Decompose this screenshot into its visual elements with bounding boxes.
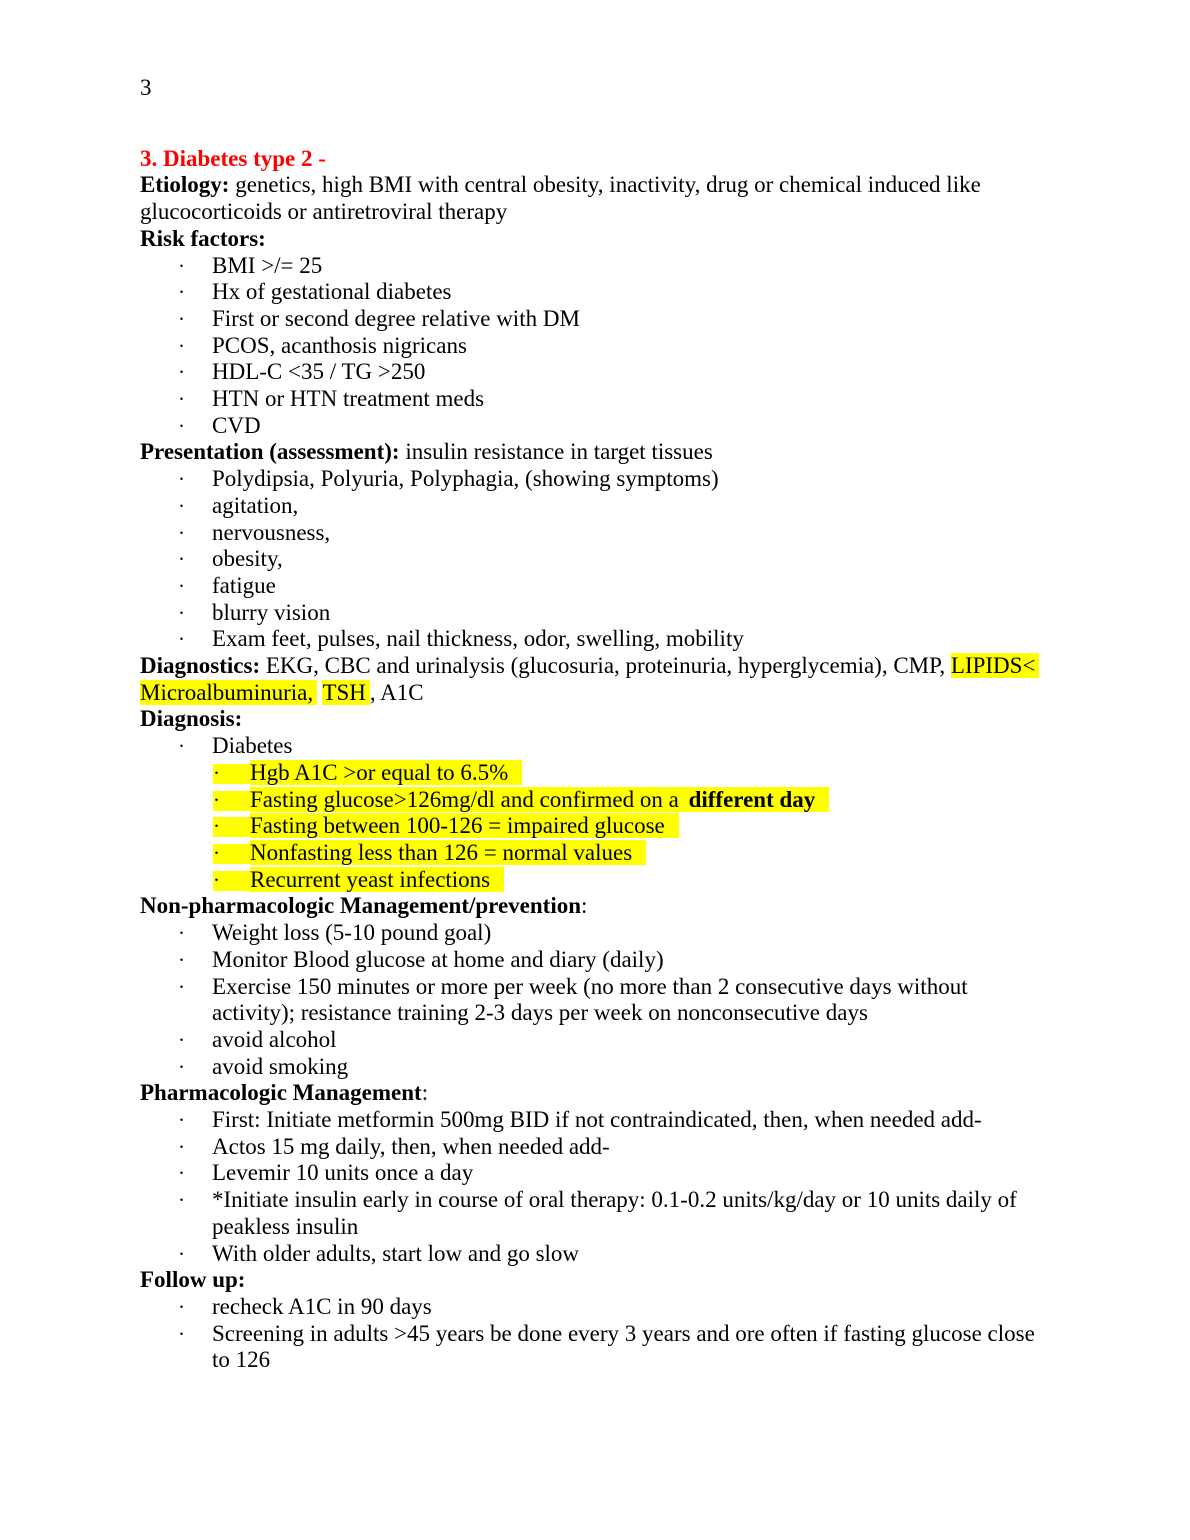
text-run: Non-pharmacologic Management/prevention — [140, 893, 582, 919]
bullet-marker-icon: · — [178, 280, 185, 305]
list-item — [140, 279, 1050, 306]
bullet-marker-icon: · — [178, 1027, 185, 1052]
bullet-marker-icon: · — [178, 921, 185, 946]
text-run: glucocorticoids or antiretroviral therapy — [140, 199, 508, 225]
text-run: Diagnosis: — [140, 706, 243, 732]
bullet-marker-icon: · — [178, 493, 185, 518]
bullet-marker-icon: · — [178, 573, 185, 598]
text-run: BMI >/= 25 — [212, 252, 323, 278]
text-run: Weight loss (5-10 pound goal) — [212, 920, 492, 946]
text-run: Fasting between 100-126 = impaired glucose — [250, 813, 679, 838]
text-run: , A1C — [369, 679, 424, 705]
bullet-marker-icon: · — [178, 627, 185, 652]
text-run: Etiology: — [140, 172, 230, 198]
text-run: recheck A1C in 90 days — [212, 1293, 432, 1319]
bullet-marker-icon: · — [178, 306, 185, 331]
text-run: Levemir 10 units once a day — [212, 1160, 474, 1186]
list-item — [140, 253, 1050, 280]
list-item — [140, 1241, 1050, 1268]
bullet-marker-icon: · — [178, 947, 185, 972]
bullet-marker-icon: · — [178, 1161, 185, 1186]
text-run: Hgb A1C >or equal to 6.5% — [250, 760, 522, 785]
paragraph-line — [140, 172, 1050, 199]
paragraph-line — [140, 439, 1050, 466]
text-run: Pharmacologic Management — [140, 1080, 422, 1106]
list-item-continuation — [140, 1347, 1050, 1374]
list-item — [140, 920, 1050, 947]
bullet-marker-icon: · — [178, 387, 185, 412]
text-run: 3. Diabetes type 2 - — [140, 145, 326, 171]
document-body — [140, 146, 1050, 1374]
list-item — [140, 386, 1050, 413]
text-run: genetics, high BMI with central obesity, inactivity, drug or chemical induced like — [229, 172, 981, 198]
text-run: With older adults, start low and go slow — [212, 1240, 580, 1266]
bullet-marker-icon: · — [178, 600, 185, 625]
top-spacer — [140, 102, 1050, 146]
text-run: to 126 — [212, 1347, 271, 1373]
bullet-marker-icon: · — [178, 1188, 185, 1213]
list-item — [140, 1027, 1050, 1054]
list-item — [140, 947, 1050, 974]
text-run: different day — [689, 787, 830, 812]
bullet-marker-icon: · — [213, 764, 250, 784]
text-run: avoid smoking — [212, 1053, 349, 1079]
list-item — [140, 733, 1050, 760]
list-item — [140, 1107, 1050, 1134]
text-run: Risk factors: — [140, 225, 266, 251]
text-run: EKG, CBC and urinalysis (glucosuria, proteinuria, hyperglycemia), CMP, — [260, 653, 951, 679]
bullet-marker-icon: · — [213, 844, 250, 864]
bullet-marker-icon: · — [178, 520, 185, 545]
bullet-marker-icon: · — [178, 1321, 185, 1346]
list-item-continuation — [140, 1214, 1050, 1241]
bullet-marker-icon: · — [178, 1241, 185, 1266]
paragraph-line — [140, 1267, 1050, 1294]
text-run: First or second degree relative with DM — [212, 305, 580, 331]
list-item — [140, 333, 1050, 360]
text-run: avoid alcohol — [212, 1026, 337, 1052]
text-run: HDL-C <35 / TG >250 — [212, 359, 426, 385]
text-run: Screening in adults >45 years be done every 3 years and ore often if fasting glucose close — [212, 1320, 1035, 1346]
text-run: Recurrent yeast infections — [250, 867, 504, 892]
bullet-marker-icon: · — [178, 360, 185, 385]
text-run: Actos 15 mg daily, then, when needed add- — [212, 1133, 610, 1159]
text-run: fatigue — [212, 572, 276, 598]
list-item — [140, 1321, 1050, 1348]
list-item-continuation — [140, 1000, 1050, 1027]
text-run: agitation, — [212, 492, 299, 518]
list-item — [140, 466, 1050, 493]
text-run: Presentation (assessment): — [140, 439, 400, 465]
bullet-marker-icon: · — [178, 413, 185, 438]
bullet-marker-icon: · — [178, 1108, 185, 1133]
text-run: Diagnostics: — [140, 653, 261, 679]
list-item — [140, 1187, 1050, 1214]
bullet-marker-icon: · — [178, 1134, 185, 1159]
bullet-marker-icon: · — [178, 547, 185, 572]
text-run: Diabetes — [212, 733, 293, 759]
text-run: TSH — [322, 680, 369, 705]
text-run: obesity, — [212, 546, 283, 572]
text-run: Nonfasting less than 126 = normal values — [250, 840, 646, 865]
text-run: Microalbuminuria, — [140, 680, 317, 705]
text-run: : — [421, 1080, 429, 1106]
text-run: peakless insulin — [212, 1213, 359, 1239]
text-run: insulin resistance in target tissues — [399, 439, 713, 465]
list-item — [140, 1160, 1050, 1187]
text-run: blurry vision — [212, 599, 331, 625]
text-run: Follow up: — [140, 1267, 246, 1293]
text-run: Polydipsia, Polyuria, Polyphagia, (showing symptoms) — [212, 466, 719, 492]
list-item — [140, 493, 1050, 520]
text-run: First: Initiate metformin 500mg BID if not contraindicated, then, when needed add- — [212, 1107, 982, 1133]
paragraph-line — [140, 1080, 1050, 1107]
bullet-marker-icon: · — [178, 253, 185, 278]
list-item — [140, 1054, 1050, 1081]
list-item — [140, 413, 1050, 440]
bullet-marker-icon: · — [178, 974, 185, 999]
text-run: Exercise 150 minutes or more per week (no more than 2 consecutive days without — [212, 973, 968, 999]
list-item — [140, 626, 1050, 653]
bullet-marker-icon: · — [178, 734, 185, 759]
page-number: 3 — [140, 75, 152, 100]
paragraph-line — [140, 199, 1050, 226]
list-item — [140, 813, 1050, 840]
list-item — [140, 600, 1050, 627]
list-item — [140, 520, 1050, 547]
list-item — [140, 840, 1050, 867]
section-heading — [140, 146, 1050, 173]
text-run: Monitor Blood glucose at home and diary (daily) — [212, 946, 664, 972]
bullet-marker-icon: · — [178, 1054, 185, 1079]
list-item — [140, 867, 1050, 894]
bullet-marker-icon: · — [178, 333, 185, 358]
list-item — [140, 1294, 1050, 1321]
list-item — [140, 573, 1050, 600]
list-item — [140, 546, 1050, 573]
paragraph-line — [140, 653, 1050, 680]
list-item — [140, 306, 1050, 333]
text-run: PCOS, acanthosis nigricans — [212, 332, 467, 358]
paragraph-line — [140, 893, 1050, 920]
paragraph-line — [140, 706, 1050, 733]
list-item — [140, 359, 1050, 386]
text-run: Hx of gestational diabetes — [212, 279, 452, 305]
bullet-marker-icon: · — [213, 791, 250, 811]
paragraph-line — [140, 680, 1050, 707]
bullet-marker-icon: · — [213, 871, 250, 891]
list-item — [140, 974, 1050, 1001]
text-run: CVD — [212, 412, 261, 438]
text-run: nervousness, — [212, 519, 331, 545]
text-run: *Initiate insulin early in course of oral therapy: 0.1-0.2 units/kg/day or 10 units daily of — [212, 1187, 1017, 1213]
text-run: activity); resistance training 2-3 days per week on nonconsecutive days — [212, 1000, 868, 1026]
text-run: Fasting glucose>126mg/dl and confirmed on a — [250, 787, 689, 812]
bullet-marker-icon: · — [178, 467, 185, 492]
list-item — [140, 787, 1050, 814]
text-run: LIPIDS< — [951, 653, 1040, 678]
text-run: : — [581, 893, 588, 919]
bullet-marker-icon: · — [213, 817, 250, 837]
text-run: HTN or HTN treatment meds — [212, 386, 485, 412]
text-run: Exam feet, pulses, nail thickness, odor, swelling, mobility — [212, 626, 744, 652]
bullet-marker-icon: · — [178, 1294, 185, 1319]
paragraph-line — [140, 226, 1050, 253]
list-item — [140, 760, 1050, 787]
list-item — [140, 1134, 1050, 1161]
